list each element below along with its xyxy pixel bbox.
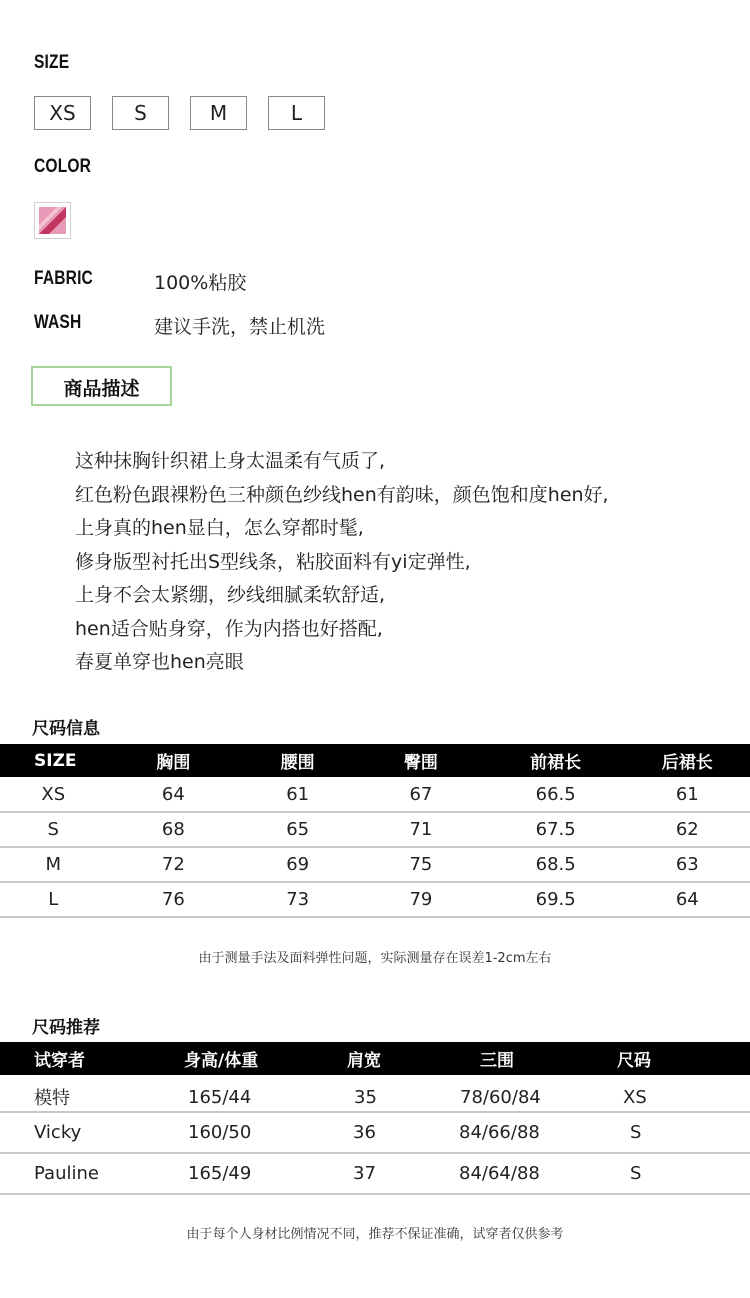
table-cell: 61: [240, 777, 355, 812]
description-line: 春夏单穿也hen亮眼: [75, 651, 244, 673]
table-cell: 65: [240, 812, 355, 847]
table-header-row: [0, 1042, 750, 1075]
table-cell: S: [580, 1112, 750, 1153]
table-header-cell: 前裙长: [487, 744, 625, 777]
table-cell: 160/50: [170, 1112, 310, 1153]
table-cell: Vicky: [0, 1112, 170, 1153]
description-line: 上身不会太紧绷，纱线细腻柔软舒适,: [75, 584, 386, 606]
table-cell: 78/60/84: [420, 1075, 580, 1112]
table-cell: 69.5: [487, 882, 625, 917]
table-header-cell: 腰围: [240, 744, 355, 777]
fabric-value: 100%粘胶: [154, 272, 247, 294]
description-line: 上身真的hen显白，怎么穿都时髦,: [75, 517, 364, 539]
table-row: [0, 847, 750, 882]
table-cell: S: [0, 812, 107, 847]
table-header-cell: 肩宽: [310, 1042, 420, 1075]
color-heading: COLOR: [34, 156, 92, 177]
table-cell: XS: [0, 777, 107, 812]
table-cell: 79: [355, 882, 487, 917]
table-cell: 67: [355, 777, 487, 812]
description-text: [75, 447, 609, 682]
size-option-s[interactable]: S: [112, 96, 169, 130]
pink-red-stripe-swatch-icon: [39, 207, 66, 234]
table-header-cell: 三围: [420, 1042, 580, 1075]
size-option-l[interactable]: L: [268, 96, 325, 130]
table-cell: 36: [310, 1112, 420, 1153]
table-cell: 67.5: [487, 812, 625, 847]
table-header-cell: 臀围: [355, 744, 487, 777]
table-cell: 模特: [0, 1075, 170, 1112]
table-cell: 73: [240, 882, 355, 917]
table-cell: 64: [625, 882, 750, 917]
table-row: [0, 1153, 750, 1194]
table-header-cell: SIZE: [0, 744, 107, 777]
fabric-heading: FABRIC: [34, 268, 93, 289]
description-tab: [31, 366, 172, 406]
size-recommend-table: [0, 1042, 750, 1195]
table-row: [0, 882, 750, 917]
description-title: 商品描述: [63, 378, 140, 400]
table-cell: 75: [355, 847, 487, 882]
size-info-title: 尺码信息: [32, 719, 100, 739]
table-cell: Pauline: [0, 1153, 170, 1194]
size-heading: SIZE: [34, 52, 70, 73]
table-row: [0, 1075, 750, 1112]
size-recommend-note: 由于每个人身材比例情况不同，推荐不保证准确，试穿者仅供参考: [186, 1227, 564, 1242]
table-cell: S: [580, 1153, 750, 1194]
table-cell: 37: [310, 1153, 420, 1194]
table-cell: 165/49: [170, 1153, 310, 1194]
size-option-xs[interactable]: XS: [34, 96, 91, 130]
table-header-cell: 胸围: [107, 744, 241, 777]
size-recommend-title: 尺码推荐: [32, 1018, 100, 1038]
table-header-row: [0, 744, 750, 777]
table-cell: 68: [107, 812, 241, 847]
table-cell: 71: [355, 812, 487, 847]
size-options: [34, 96, 325, 130]
color-swatch[interactable]: [34, 202, 71, 239]
size-info-table: [0, 744, 750, 918]
table-cell: 165/44: [170, 1075, 310, 1112]
table-cell: 35: [310, 1075, 420, 1112]
table-cell: 84/64/88: [420, 1153, 580, 1194]
description-line: 修身版型衬托出S型线条，粘胶面料有yi定弹性,: [75, 550, 471, 573]
table-cell: 64: [107, 777, 241, 812]
table-row: [0, 812, 750, 847]
table-cell: L: [0, 882, 107, 917]
table-cell: M: [0, 847, 107, 882]
table-cell: 69: [240, 847, 355, 882]
description-line: 红色粉色跟裸粉色三种颜色纱线hen有韵味，颜色饱和度hen好,: [75, 483, 609, 506]
table-cell: 62: [625, 812, 750, 847]
table-row: [0, 1112, 750, 1153]
table-row: [0, 777, 750, 812]
description-line: 这种抹胸针织裙上身太温柔有气质了,: [75, 450, 386, 472]
size-option-m[interactable]: M: [190, 96, 247, 130]
table-header-cell: 后裙长: [625, 744, 750, 777]
wash-heading: WASH: [34, 312, 82, 333]
description-line: hen适合贴身穿，作为内搭也好搭配,: [75, 617, 383, 640]
table-cell: 66.5: [487, 777, 625, 812]
table-cell: 84/66/88: [420, 1112, 580, 1153]
size-info-note: 由于测量手法及面料弹性问题，实际测量存在误差1-2cm左右: [198, 951, 552, 966]
table-cell: 61: [625, 777, 750, 812]
table-header-cell: 身高/体重: [170, 1042, 310, 1075]
table-cell: XS: [580, 1075, 750, 1112]
wash-value: 建议手洗，禁止机洗: [154, 316, 326, 338]
table-cell: 63: [625, 847, 750, 882]
table-cell: 68.5: [487, 847, 625, 882]
table-header-cell: 试穿者: [0, 1042, 170, 1075]
table-header-cell: 尺码: [580, 1042, 750, 1075]
table-cell: 72: [107, 847, 241, 882]
table-cell: 76: [107, 882, 241, 917]
